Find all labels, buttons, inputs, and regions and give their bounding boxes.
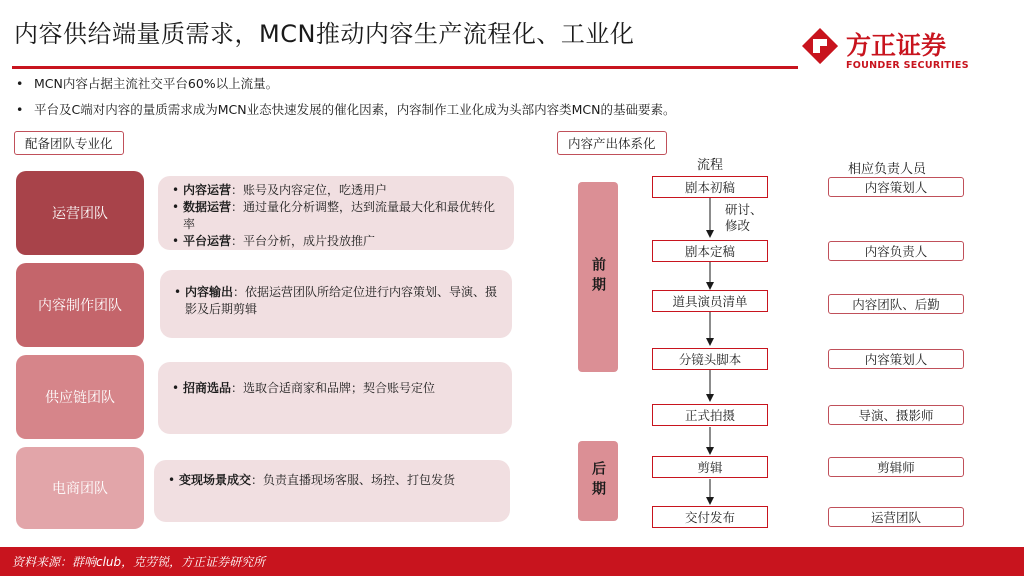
page-title: 内容供给端量质需求，MCN推动内容生产流程化、工业化 [14,20,635,48]
role-header: 相应负责人员 [848,162,927,177]
phase-pre: 前期 [578,182,618,372]
role-box: 内容策划人 [828,177,964,197]
role-box: 内容负责人 [828,241,964,261]
team-block-supply-chain [16,355,144,439]
flow-step: 道具演员清单 [652,290,768,312]
desc-item: • 变现场景成交：负责直播现场客服、场控、打包发货 [168,472,500,489]
team-name: 电商团队 [52,481,108,497]
team-block-operations [16,171,144,255]
role-box: 内容策划人 [828,349,964,369]
team-block-content [16,263,144,347]
flow-step: 分镜头脚本 [652,348,768,370]
section-tag-teams: 配备团队专业化 [14,131,124,155]
logo-text-cn: 方正证券 [846,31,947,60]
bullet-item: • MCN内容占据主流社交平台60%以上流量。 [16,76,279,91]
flow-step: 剧本初稿 [652,176,768,198]
team-name: 运营团队 [52,206,108,222]
bullet-text: MCN内容占据主流社交平台60%以上流量。 [34,76,279,91]
role-box: 内容团队、后勤 [828,294,964,314]
flow-header: 流程 [697,158,724,173]
section-tag-process: 内容产出体系化 [557,131,667,155]
desc-item: • 招商选品：选取合适商家和品牌；契合账号定位 [172,380,502,397]
header-rule [12,66,798,69]
logo-text-en: FOUNDER SECURITIES [846,60,969,71]
team-name: 供应链团队 [45,390,115,406]
role-box: 导演、摄影师 [828,405,964,425]
role-box: 剪辑师 [828,457,964,477]
flow-step: 交付发布 [652,506,768,528]
desc-item: • 内容运营：账号及内容定位，吃透用户 [172,182,504,199]
role-box: 运营团队 [828,507,964,527]
founder-logo-icon [800,26,840,66]
bullet-item: • 平台及C端对内容的量质需求成为MCN业态快速发展的催化因素，内容制作工业化成为头部内容类MCN的基础要素。 [16,102,676,117]
team-desc-operations [158,176,514,250]
arrow-note: 研讨、修改 [725,202,763,233]
flow-step: 正式拍摄 [652,404,768,426]
bullet-text: 平台及C端对内容的量质需求成为MCN业态快速发展的催化因素，内容制作工业化成为头部内容类MCN的基础要素。 [34,102,676,117]
flow-step: 剪辑 [652,456,768,478]
phase-post: 后期 [578,441,618,521]
flow-step: 剧本定稿 [652,240,768,262]
desc-item: • 内容输出：依据运营团队所给定位进行内容策划、导演、摄影及后期剪辑 [174,284,502,318]
footer-source: 资料来源：群响club，克劳锐，方正证券研究所 [12,555,266,569]
desc-item: • 数据运营：通过量化分析调整，达到流量最大化和最优转化率 [172,199,504,233]
team-desc-ecommerce [154,460,510,522]
team-desc-supply-chain [158,362,512,434]
team-name: 内容制作团队 [38,298,122,314]
team-block-ecommerce [16,447,144,529]
team-desc-content [160,270,512,338]
desc-item: • 平台运营：平台分析，成片投放推广 [172,233,504,250]
